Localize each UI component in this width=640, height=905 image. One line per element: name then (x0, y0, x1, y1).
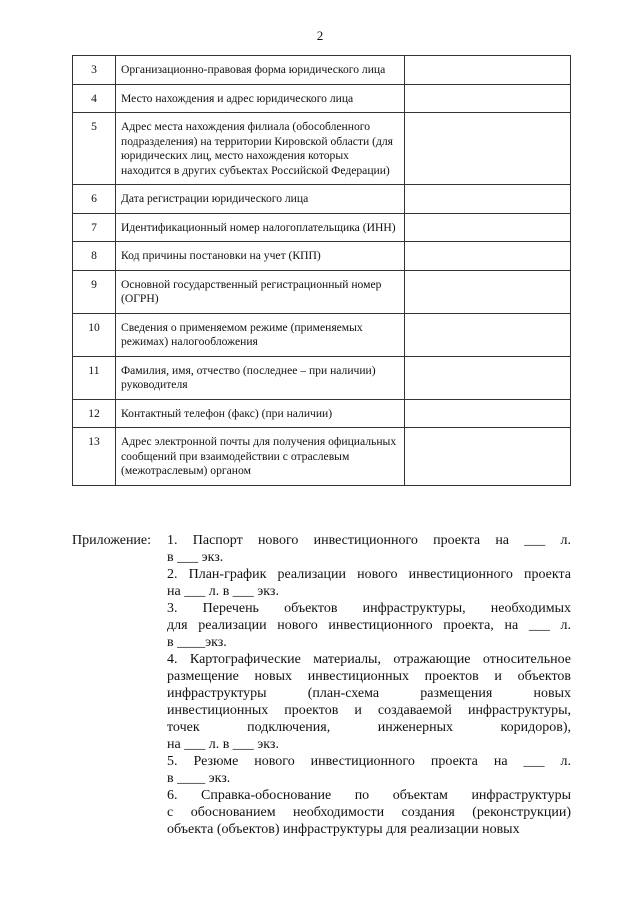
row-value-field[interactable] (405, 270, 571, 313)
row-number: 4 (73, 84, 116, 113)
row-number: 12 (73, 399, 116, 428)
row-value-field[interactable] (405, 185, 571, 214)
row-label: Адрес электронной почты для получения официальных сообщений при взаимодействии с отраслевым (межотраслевым) органом (116, 428, 405, 486)
row-label: Дата регистрации юридического лица (116, 185, 405, 214)
appendix-item-line: 3. Перечень объектов инфраструктуры, необходимых (167, 601, 571, 616)
row-value-field[interactable] (405, 399, 571, 428)
appendix-item-line: с обоснованием необходимости создания (реконструкции) (167, 805, 571, 820)
row-number: 13 (73, 428, 116, 486)
appendix-item-line: на ___ л. в ___ экз. (167, 584, 279, 599)
row-number: 5 (73, 113, 116, 185)
appendix-item (167, 532, 571, 566)
appendix-title: Приложение: (72, 533, 152, 548)
table-row (73, 213, 571, 242)
page-number: 2 (316, 28, 324, 43)
row-label: Основной государственный регистрационный номер (ОГРН) (116, 270, 405, 313)
row-value-field[interactable] (405, 56, 571, 85)
table-row (73, 113, 571, 185)
row-label: Организационно-правовая форма юридического лица (116, 56, 405, 85)
appendix-item-line: в ____ экз. (167, 771, 231, 786)
table-row (73, 356, 571, 399)
row-label: Сведения о применяемом режиме (применяемых режимах) налогообложения (116, 313, 405, 356)
row-number: 11 (73, 356, 116, 399)
row-number: 3 (73, 56, 116, 85)
appendix-item-line: в ____экз. (167, 635, 227, 650)
row-value-field[interactable] (405, 213, 571, 242)
appendix-item-line: объекта (объектов) инфраструктуры для реализации новых (167, 822, 520, 837)
row-value-field[interactable] (405, 113, 571, 185)
appendix-item (167, 787, 571, 838)
appendix-item-line: в ___ экз. (167, 550, 224, 565)
table-row (73, 270, 571, 313)
appendix-item-line: на ___ л. в ___ экз. (167, 737, 279, 752)
table-row (73, 84, 571, 113)
appendix-item-line: размещение новых инвестиционных проектов и объектов (167, 669, 571, 684)
appendix-item (167, 651, 571, 753)
row-value-field[interactable] (405, 313, 571, 356)
row-number: 6 (73, 185, 116, 214)
row-label: Код причины постановки на учет (КПП) (116, 242, 405, 271)
appendix-item-line: 1. Паспорт нового инвестиционного проекта на ___ л. (167, 533, 571, 548)
row-number: 8 (73, 242, 116, 271)
table-row (73, 428, 571, 486)
appendix-item-line: точек подключения, инженерных коридоров), (167, 720, 571, 735)
appendix-list (167, 532, 571, 838)
appendix-item-line: для реализации нового инвестиционного проекта, на ___ л. (167, 618, 571, 633)
appendix-item-line: 4. Картографические материалы, отражающие относительное (167, 652, 571, 667)
table-body (73, 56, 571, 486)
row-label: Контактный телефон (факс) (при наличии) (116, 399, 405, 428)
appendix-item (167, 566, 571, 600)
table-row (73, 56, 571, 85)
appendix-item (167, 753, 571, 787)
row-value-field[interactable] (405, 428, 571, 486)
appendix-item (167, 600, 571, 651)
appendix-item-line: 5. Резюме нового инвестиционного проекта на ___ л. (167, 754, 571, 769)
appendix-item-line: инвестиционных проектов и создаваемой инфраструктуры, (167, 703, 571, 718)
row-number: 9 (73, 270, 116, 313)
row-value-field[interactable] (405, 242, 571, 271)
appendix-item-line: инфраструктуры (план-схема размещения новых (167, 686, 571, 701)
row-label: Идентификационный номер налогоплательщика (ИНН) (116, 213, 405, 242)
row-value-field[interactable] (405, 84, 571, 113)
appendix-item-line: 2. План-график реализации нового инвестиционного проекта (167, 567, 571, 582)
registration-info-table (72, 55, 571, 486)
table-row (73, 185, 571, 214)
table-row (73, 242, 571, 271)
row-label: Место нахождения и адрес юридического лица (116, 84, 405, 113)
table-row (73, 313, 571, 356)
row-value-field[interactable] (405, 356, 571, 399)
row-label: Фамилия, имя, отчество (последнее – при наличии) руководителя (116, 356, 405, 399)
row-number: 10 (73, 313, 116, 356)
row-number: 7 (73, 213, 116, 242)
appendix-item-line: 6. Справка-обоснование по объектам инфраструктуры (167, 788, 571, 803)
table-row (73, 399, 571, 428)
row-label: Адрес места нахождения филиала (обособленного подразделения) на территории Кировской области (для юридических лиц, место нахождения которых находится в других субъектах Российской Федерации) (116, 113, 405, 185)
